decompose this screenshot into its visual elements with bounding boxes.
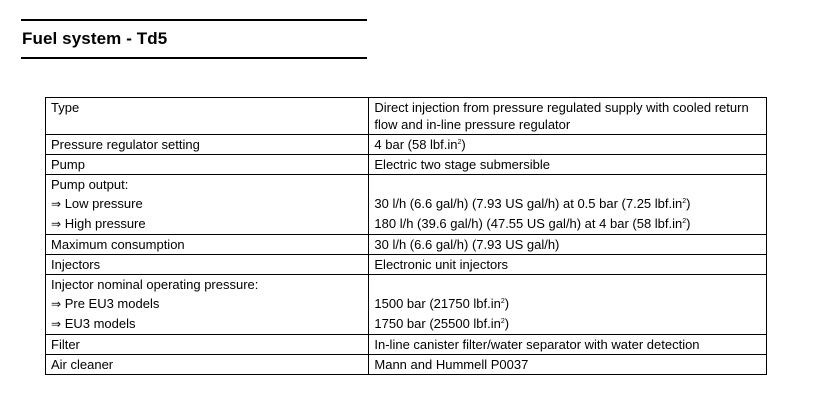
spec-value: Direct injection from pressure regulated supply with cooled return flow and in-line pressure regulator [374,100,749,132]
spec-sub-label [51,214,364,234]
spec-value [374,137,465,152]
spec-label-cell [46,155,369,175]
fuel-system-spec-table [45,97,767,375]
superscript: 2 [457,139,462,146]
table-row-type [46,98,767,135]
spec-sub-label-text: EU3 models [64,315,136,331]
spec-label-cell [46,235,369,255]
superscript: 2 [682,217,687,225]
table-row-filter [46,335,767,355]
spec-value-cell [369,135,767,155]
spec-value-end: ) [686,196,691,211]
spec-value: Electronic unit injectors [374,257,509,272]
spec-value-text: 30 l/h (6.6 gal/h) (7.93 US gal/h) at 0.5 bar (7.25 lbf.in [374,196,683,211]
spec-value: Mann and Hummell P0037 [374,357,529,372]
spec-label-cell [46,255,369,275]
spec-label-cell [46,355,369,375]
table-row-air-cleaner [46,355,767,375]
superscript: 2 [500,298,505,305]
spec-sub-label [51,314,364,334]
spec-sub-label [51,194,364,214]
spec-value-cell [369,275,767,335]
spec-value-cell [369,235,767,255]
spec-value-cell [369,98,767,135]
table-row-pump-output [46,175,767,235]
table-row-injector-pressure [46,275,767,335]
spec-value: 30 l/h (6.6 gal/h) (7.93 US gal/h) [374,237,560,252]
spec-value: Electric two stage submersible [374,157,550,172]
spec-value-cell [369,335,767,355]
spec-label-cell [46,98,369,135]
spec-label: Injectors [51,257,101,272]
spec-label: Type [51,100,80,115]
spec-value: In-line canister filter/water separator with water detection [374,337,700,352]
spec-value-cell [369,155,767,175]
spec-value-cell [369,255,767,275]
page-title: Fuel system - Td5 [22,29,168,48]
spec-value-text: 1500 bar (21750 lbf.in [374,296,501,311]
spec-label-cell [46,175,369,235]
title-rule-top [21,19,367,21]
arrow-right-icon: ⇒ [51,297,62,311]
spec-value-cell [369,175,767,235]
table-row-injectors [46,255,767,275]
spec-value [374,214,762,234]
spec-label: Filter [51,337,80,352]
spec-label: Maximum consumption [51,237,185,252]
superscript: 2 [682,198,687,205]
spec-value-text: 4 bar (58 lbf.in [374,137,458,152]
table-row-pressure-regulator [46,135,767,155]
spec-label-cell [46,335,369,355]
spec-value-end: ) [461,137,466,152]
spec-value-text: 180 l/h (39.6 gal/h) (47.55 US gal/h) at 4 bar (58 lbf.in [374,215,683,231]
table-row-pump [46,155,767,175]
table-row-max-consumption [46,235,767,255]
arrow-right-icon: ⇒ [51,316,62,331]
spec-value-text: 1750 bar (25500 lbf.in [374,315,501,331]
spec-sub-label-text: Pre EU3 models [64,296,160,311]
spec-value-spacer [374,276,762,294]
spec-sub-label [51,294,364,314]
spec-label: Pump [51,157,85,172]
spec-value [374,294,762,314]
spec-label: Injector nominal operating pressure: [51,277,259,292]
spec-label: Pressure regulator setting [51,137,200,152]
spec-value [374,314,762,334]
spec-value-end: ) [504,315,510,331]
spec-value-end: ) [504,296,510,311]
spec-label: Pump output: [51,177,129,192]
spec-value [374,194,762,214]
arrow-right-icon: ⇒ [51,216,62,231]
spec-sub-label-text: High pressure [64,215,146,231]
arrow-right-icon: ⇒ [51,197,62,211]
superscript: 2 [500,317,505,325]
spec-value-cell [369,355,767,375]
spec-label-cell [46,135,369,155]
spec-label-cell [46,275,369,335]
spec-sub-label-text: Low pressure [64,196,143,211]
title-rule-bottom [21,57,367,59]
spec-label: Air cleaner [51,357,114,372]
spec-value-spacer [374,176,762,194]
spec-value-end: ) [686,215,691,231]
